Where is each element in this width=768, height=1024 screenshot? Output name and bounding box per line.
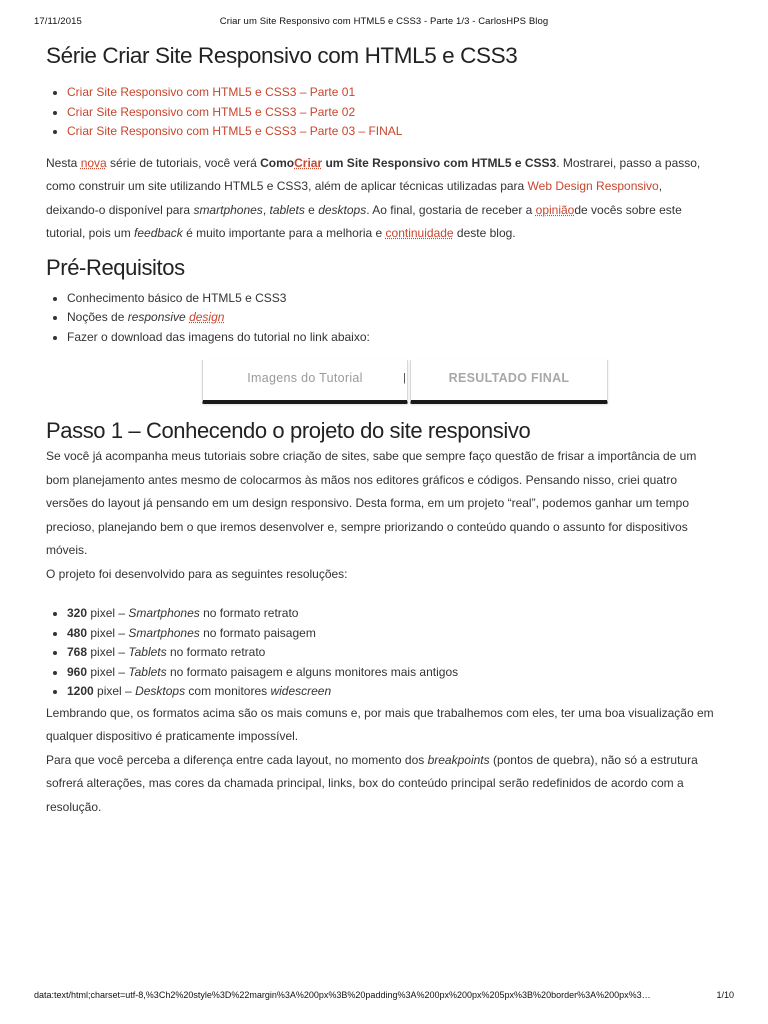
resolution-unit: pixel –: [93, 684, 136, 698]
article-content: [46, 38, 718, 819]
step1-paragraph-2: O projeto foi desenvolvido para as seguintes resoluções:: [46, 566, 348, 581]
series-link-part-03[interactable]: Criar Site Responsivo com HTML5 e CSS3 – Parte 03 – FINAL: [67, 124, 403, 138]
print-date: 17/11/2015: [34, 16, 82, 27]
intro-text: série de tutoriais, você verá: [106, 155, 261, 170]
intro-bold-text: Como: [260, 155, 295, 170]
step1-heading: Passo 1 – Conhecendo o projeto do site responsivo: [46, 418, 531, 443]
resolution-desc: no formato paisagem e alguns monitores mais antigos: [166, 664, 459, 679]
resolution-desc: no formato retrato: [166, 645, 266, 659]
tutorial-images-button[interactable]: Imagens do Tutorial: [202, 360, 408, 404]
web-design-responsivo-link[interactable]: Web Design Responsivo: [527, 179, 659, 193]
intro-paragraph: [46, 152, 718, 246]
list-item: [67, 604, 718, 624]
continuidade-link[interactable]: continuidade: [385, 226, 454, 240]
resolution-unit: pixel –: [87, 645, 129, 659]
intro-bold-text: um Site Responsivo com HTML5 e CSS3: [322, 155, 557, 170]
paragraph-text: (pontos de quebra), não só a estrutura sofrerá alterações, mas cores da chamada principal, links, box do conteúdo principal serão redefinidos de acordo com a resolução.: [46, 752, 698, 814]
resolution-device: Smartphones: [128, 625, 200, 640]
resolution-device: Tablets: [128, 664, 167, 679]
page-number: 1/10: [716, 990, 734, 1000]
intro-text: . Mostrarei, passo a passo, como construir um site utilizando HTML5 e CSS3, além de aplicar técnicas utilizadas para: [46, 155, 701, 193]
resolution-value: 1200: [67, 684, 94, 698]
intro-text: deste blog.: [453, 226, 516, 240]
series-links-list: [46, 83, 718, 142]
intro-italic-text: feedback: [134, 226, 183, 240]
print-url: data:text/html;charset=utf-8,%3Ch2%20style%3D%22margin%3A%200px%3B%20padding%3A%200px%200px%205px%3B%20border%3A%200px%3…: [34, 990, 651, 1000]
list-item: [67, 624, 718, 644]
resolution-unit: pixel –: [87, 664, 129, 679]
resolution-value: 768: [67, 645, 88, 659]
paragraph-italic-text: breakpoints: [427, 752, 490, 767]
intro-italic-text: smartphones: [193, 202, 263, 217]
intro-text: , deixando-o disponível para: [46, 179, 663, 217]
list-item: [67, 308, 718, 328]
print-page-title: Criar um Site Responsivo com HTML5 e CSS3 - Parte 1/3 - CarlosHPS Blog: [219, 16, 549, 27]
intro-text: de vocês sobre este tutorial, pois um: [46, 202, 682, 240]
page-title: Série Criar Site Responsivo com HTML5 e CSS3: [46, 43, 518, 68]
resolution-desc: no formato retrato: [199, 606, 299, 620]
resolution-unit: pixel –: [87, 606, 129, 620]
list-item: • Conhecimento básico de HTML5 e CSS3: [67, 289, 718, 309]
resolution-desc: com monitores: [185, 684, 271, 698]
prereq-heading: Pré-Requisitos: [46, 254, 185, 280]
list-item: [67, 83, 718, 103]
resolution-device: Smartphones: [128, 606, 200, 620]
intro-italic-text: desktops: [318, 202, 367, 217]
list-item: • Fazer o download das imagens do tutorial no link abaixo:: [67, 328, 718, 348]
design-link[interactable]: design: [189, 310, 225, 324]
resolution-device: Desktops: [135, 684, 186, 698]
criar-link[interactable]: Criar: [294, 155, 323, 170]
intro-text: é muito importante para a melhoria e: [182, 226, 386, 240]
prereq-text: Noções de: [67, 310, 128, 324]
paragraph-text: Para que você perceba a diferença entre cada layout, no momento dos: [46, 752, 428, 767]
intro-text: e: [304, 202, 319, 217]
resolutions-list: [46, 604, 718, 702]
series-link-part-01[interactable]: Criar Site Responsivo com HTML5 e CSS3 – Parte 01: [67, 85, 356, 99]
final-result-button[interactable]: RESULTADO FINAL: [410, 360, 608, 404]
nova-link[interactable]: nova: [80, 155, 107, 170]
download-buttons: [46, 360, 718, 410]
list-item: [67, 682, 718, 702]
print-footer: [34, 990, 734, 1002]
resolution-desc-italic: widescreen: [270, 684, 332, 698]
intro-italic-text: tablets: [269, 202, 305, 217]
prereq-italic-text: responsive: [127, 310, 186, 324]
step1-paragraph-1: Se você já acompanha meus tutoriais sobre criação de sites, sabe que sempre faço questão de frisar a importância de um bom planejamento antes mesmo de colocarmos às mãos nos editores gráficos e códigos. Pensando nisso, criei quatro versões do layout já pensando em um design responsivo. Desta forma, em um projeto “real”, podemos ganhar um tempo precioso, planejando bem o que iremos desenvolver e, sempre priorizando o conteúdo quando o assunto for dispositivos móveis.: [46, 449, 697, 557]
intro-text: . Ao final, gostaria de receber a: [366, 202, 536, 217]
resolution-desc: no formato paisagem: [199, 625, 316, 640]
prereq-list: [46, 289, 718, 348]
resolution-value: 480: [67, 625, 88, 640]
step1-paragraph-4: [46, 749, 718, 820]
intro-text: Nesta: [46, 155, 81, 170]
list-item: [67, 122, 718, 142]
resolution-device: Tablets: [128, 645, 167, 659]
list-item: [67, 663, 718, 683]
opiniao-link[interactable]: opinião: [535, 202, 575, 217]
list-item: [67, 103, 718, 123]
step1-section: [46, 417, 718, 819]
series-link-part-02[interactable]: Criar Site Responsivo com HTML5 e CSS3 – Parte 02: [67, 104, 356, 119]
resolution-value: 960: [67, 664, 88, 679]
resolution-unit: pixel –: [87, 625, 129, 640]
list-item: [67, 643, 718, 663]
intro-text: ,: [262, 202, 270, 217]
resolution-value: 320: [67, 606, 88, 620]
button-separator: |: [403, 372, 406, 384]
step1-paragraph-3: Lembrando que, os formatos acima são os mais comuns e, por mais que trabalhemos com eles, ter uma boa visualização em qualquer dispositivo é praticamente impossível.: [46, 705, 714, 743]
print-header: [34, 16, 734, 30]
